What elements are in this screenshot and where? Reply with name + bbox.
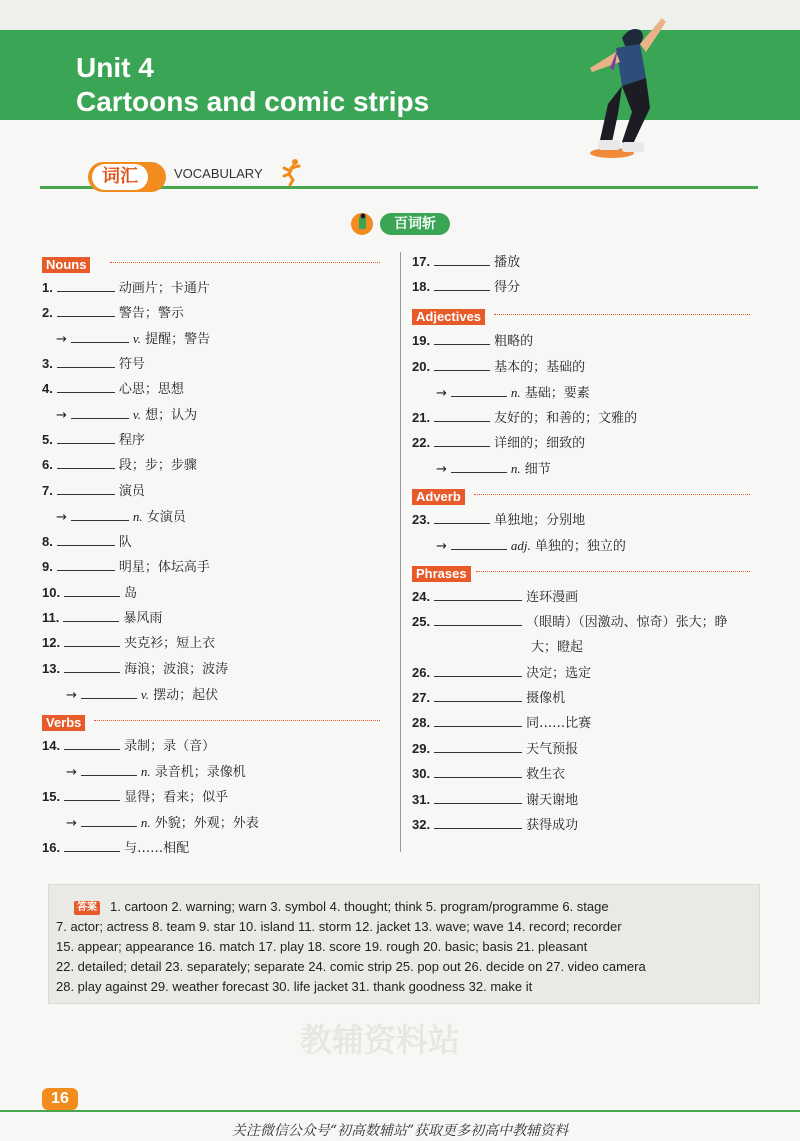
part-of-speech: n.: [132, 509, 143, 524]
item-meaning: 救生衣: [526, 767, 566, 782]
answer-line-2: 7. actor; actress 8. team 9. star 10. island 11. storm 12. jacket 13. wave; wave 14. record; recorder: [56, 919, 622, 934]
vocab-subitem-4[interactable]: [56, 406, 197, 425]
item-number: 7.: [42, 483, 53, 498]
item-meaning: 单独的；独立的: [534, 539, 626, 554]
arrow: →: [66, 816, 77, 831]
item-meaning: 演员: [118, 484, 145, 499]
answer-line-3: 15. appear; appearance 16. match 17. play 18. score 19. rough 20. basic; basis 21. pleasant: [56, 939, 588, 954]
vocab-item-12[interactable]: [42, 634, 215, 653]
item-meaning: 谢天谢地: [526, 793, 579, 808]
item-number: 3.: [42, 356, 53, 371]
item-meaning: 动画片；卡通片: [118, 281, 210, 296]
arrow: →: [436, 462, 447, 477]
item-meaning: 岛: [124, 586, 138, 601]
arrow: →: [56, 510, 67, 525]
vocab-item-29[interactable]: [412, 740, 578, 759]
vocab-item-8[interactable]: [42, 533, 132, 552]
vocab-subitem-20[interactable]: [436, 384, 590, 403]
item-meaning: 同……比赛: [526, 716, 592, 731]
vocab-item-1[interactable]: [42, 279, 210, 298]
answer-line-4: 22. detailed; detail 23. separately; separate 24. comic strip 25. pop out 26. decide on 27. video camera: [56, 959, 646, 974]
part-of-speech: v.: [132, 407, 141, 422]
vocab-item-16[interactable]: [42, 839, 189, 858]
item-meaning: 想；认为: [145, 408, 198, 423]
item-meaning: 详细的；细致的: [494, 436, 586, 451]
verbs-tag: Verbs: [42, 715, 85, 731]
item-meaning: 得分: [494, 280, 521, 295]
vocab-item-7[interactable]: [42, 482, 145, 501]
item-number: 28.: [412, 715, 431, 730]
item-meaning: 单独地；分别地: [494, 513, 586, 528]
verbs-heading: [42, 712, 380, 728]
item-number: 32.: [412, 817, 431, 832]
answer-line-1: [56, 898, 609, 916]
vocabulary-label: VOCABULARY: [174, 166, 263, 181]
nouns-heading: [42, 254, 380, 270]
adjectives-tag: Adjectives: [412, 309, 485, 325]
item-meaning: 与……相配: [124, 841, 190, 856]
student-reading-icon: [350, 212, 378, 236]
adverb-heading: [412, 486, 750, 502]
item-number: 30.: [412, 766, 431, 781]
item-number: 14.: [42, 738, 61, 753]
vocab-item-30[interactable]: [412, 765, 565, 784]
vocab-item-17[interactable]: [412, 253, 520, 272]
vocab-subitem-7[interactable]: [56, 508, 186, 527]
answer-tag: 答案: [74, 901, 100, 915]
item-meaning: 符号: [118, 357, 145, 372]
arrow: →: [56, 332, 67, 347]
item-meaning: 录音机；录像机: [154, 765, 246, 780]
item-number: 12.: [42, 635, 61, 650]
item-meaning: 段；步；步骤: [118, 458, 197, 473]
item-number: 29.: [412, 741, 431, 756]
item-meaning: 基本的；基础的: [494, 360, 586, 375]
item-number: 2.: [42, 305, 53, 320]
item-number: 8.: [42, 534, 53, 549]
item-meaning: 友好的；和善的；文雅的: [494, 411, 638, 426]
phrases-heading: [412, 563, 750, 579]
item-meaning: 大；瞪起: [531, 640, 584, 655]
unit-title: Cartoons and comic strips: [76, 86, 430, 117]
item-number: 17.: [412, 254, 431, 269]
item-number: 9.: [42, 559, 53, 574]
item-number: 19.: [412, 333, 431, 348]
page-bottom-rule: [0, 1110, 800, 1112]
item-meaning: 明星；体坛高手: [118, 560, 210, 575]
arrow: →: [436, 539, 447, 554]
item-number: 11.: [42, 610, 60, 625]
item-meaning: 警告；警示: [118, 306, 184, 321]
item-meaning: 暴风雨: [123, 611, 163, 626]
item-meaning: 海浪；波浪；波涛: [124, 662, 229, 677]
arrow: →: [436, 386, 447, 401]
footer-note: 关注微信公众号“初高数辅站”获取更多初高中教辅资料: [231, 1123, 569, 1139]
item-number: 24.: [412, 589, 431, 604]
part-of-speech: n.: [140, 764, 151, 779]
item-number: 4.: [42, 381, 53, 396]
arrow: →: [66, 688, 77, 703]
item-meaning: 天气预报: [526, 742, 579, 757]
vocab-item-23[interactable]: [412, 511, 585, 530]
item-number: 6.: [42, 457, 53, 472]
page-number: 16: [42, 1088, 78, 1110]
vocab-item-5[interactable]: [42, 431, 145, 450]
adjectives-heading: [412, 306, 750, 322]
item-number: 18.: [412, 279, 431, 294]
vocab-item-11[interactable]: [42, 609, 162, 628]
vocab-item-25-continued: [531, 639, 583, 657]
item-meaning: 获得成功: [526, 818, 579, 833]
vocab-item-22[interactable]: [412, 434, 585, 453]
item-meaning: 夹克衫；短上衣: [124, 636, 216, 651]
watermark: 教辅资料站: [300, 1021, 461, 1059]
vocab-item-4[interactable]: [42, 380, 184, 399]
item-meaning: 女演员: [146, 510, 186, 525]
vocabulary-badge: 词汇: [92, 164, 148, 190]
vocab-item-26[interactable]: [412, 664, 591, 683]
vocab-subitem-2[interactable]: [56, 330, 210, 349]
item-meaning: 决定；选定: [526, 666, 592, 681]
item-number: 5.: [42, 432, 53, 447]
part-of-speech: n.: [510, 385, 521, 400]
vocab-item-27[interactable]: [412, 689, 565, 708]
item-meaning: 连环漫画: [526, 590, 579, 605]
runner-icon: [280, 158, 304, 186]
vocab-item-21[interactable]: [412, 409, 637, 428]
vocab-subitem-15[interactable]: [66, 814, 259, 833]
vocab-subitem-14[interactable]: [66, 763, 246, 782]
answer-line-5: 28. play against 29. weather forecast 30. life jacket 31. thank goodness 32. make it: [56, 979, 533, 994]
vocab-item-18[interactable]: [412, 278, 520, 297]
item-number: 23.: [412, 512, 431, 527]
item-meaning: 摆动；起伏: [153, 688, 219, 703]
vocab-item-6[interactable]: [42, 456, 197, 475]
item-meaning: 显得；看来；似乎: [124, 790, 229, 805]
item-meaning: （眼睛）（因激动、惊奇）张大；睁: [526, 615, 728, 630]
vocab-item-10[interactable]: [42, 584, 137, 603]
item-number: 26.: [412, 665, 431, 680]
item-meaning: 心思；思想: [118, 382, 184, 397]
vocab-item-28[interactable]: [412, 714, 591, 733]
vocab-item-14[interactable]: [42, 737, 215, 756]
vocab-item-2[interactable]: [42, 304, 184, 323]
vocab-subitem-13[interactable]: [66, 686, 218, 705]
part-of-speech: v.: [140, 687, 149, 702]
vocab-item-3[interactable]: [42, 355, 145, 374]
item-meaning: 外貌；外观；外表: [154, 816, 259, 831]
item-meaning: 队: [118, 535, 132, 550]
arrow: →: [56, 408, 67, 423]
vocab-item-9[interactable]: [42, 558, 210, 577]
item-number: 13.: [42, 661, 61, 676]
answer-text: 1. cartoon 2. warning; warn 3. symbol 4. thought; think 5. program/programme 6. stage: [110, 899, 609, 914]
unit-number: Unit 4: [76, 52, 154, 83]
part-of-speech: v.: [132, 331, 141, 346]
item-meaning: 细节: [524, 462, 551, 477]
adverb-tag: Adverb: [412, 489, 465, 505]
item-meaning: 录制；录（音）: [124, 739, 216, 754]
phrases-tag: Phrases: [412, 566, 471, 582]
part-of-speech: n.: [140, 815, 151, 830]
item-meaning: 基础；要素: [524, 386, 590, 401]
item-meaning: 程序: [118, 433, 145, 448]
part-of-speech: adj.: [510, 538, 531, 553]
illustration-girl: [570, 8, 680, 158]
part-of-speech: n.: [510, 461, 521, 476]
vocab-item-15[interactable]: [42, 788, 228, 807]
item-number: 16.: [42, 840, 61, 855]
vocab-subitem-23[interactable]: [436, 537, 626, 556]
vocab-subitem-22[interactable]: [436, 460, 551, 479]
item-number: 27.: [412, 690, 431, 705]
item-number: 22.: [412, 435, 431, 450]
item-meaning: 提醒；警告: [145, 332, 211, 347]
item-number: 1.: [42, 280, 53, 295]
item-meaning: 摄像机: [526, 691, 566, 706]
item-number: 21.: [412, 410, 431, 425]
item-number: 31.: [412, 792, 431, 807]
vocab-item-20[interactable]: [412, 358, 585, 377]
item-meaning: 粗略的: [494, 334, 534, 349]
vocab-item-24[interactable]: [412, 588, 578, 607]
item-number: 20.: [412, 359, 431, 374]
item-number: 10.: [42, 585, 61, 600]
column-divider: [400, 252, 401, 852]
vocab-item-13[interactable]: [42, 660, 228, 679]
item-number: 25.: [412, 614, 431, 629]
arrow: →: [66, 765, 77, 780]
item-number: 15.: [42, 789, 61, 804]
nouns-tag: Nouns: [42, 257, 90, 273]
item-meaning: 播放: [494, 255, 521, 270]
baicizhan-label: 百词斩: [380, 213, 450, 235]
vocab-item-25[interactable]: [412, 613, 728, 632]
vocab-item-32[interactable]: [412, 816, 578, 835]
vocab-item-19[interactable]: [412, 332, 533, 351]
vocab-item-31[interactable]: [412, 791, 578, 810]
